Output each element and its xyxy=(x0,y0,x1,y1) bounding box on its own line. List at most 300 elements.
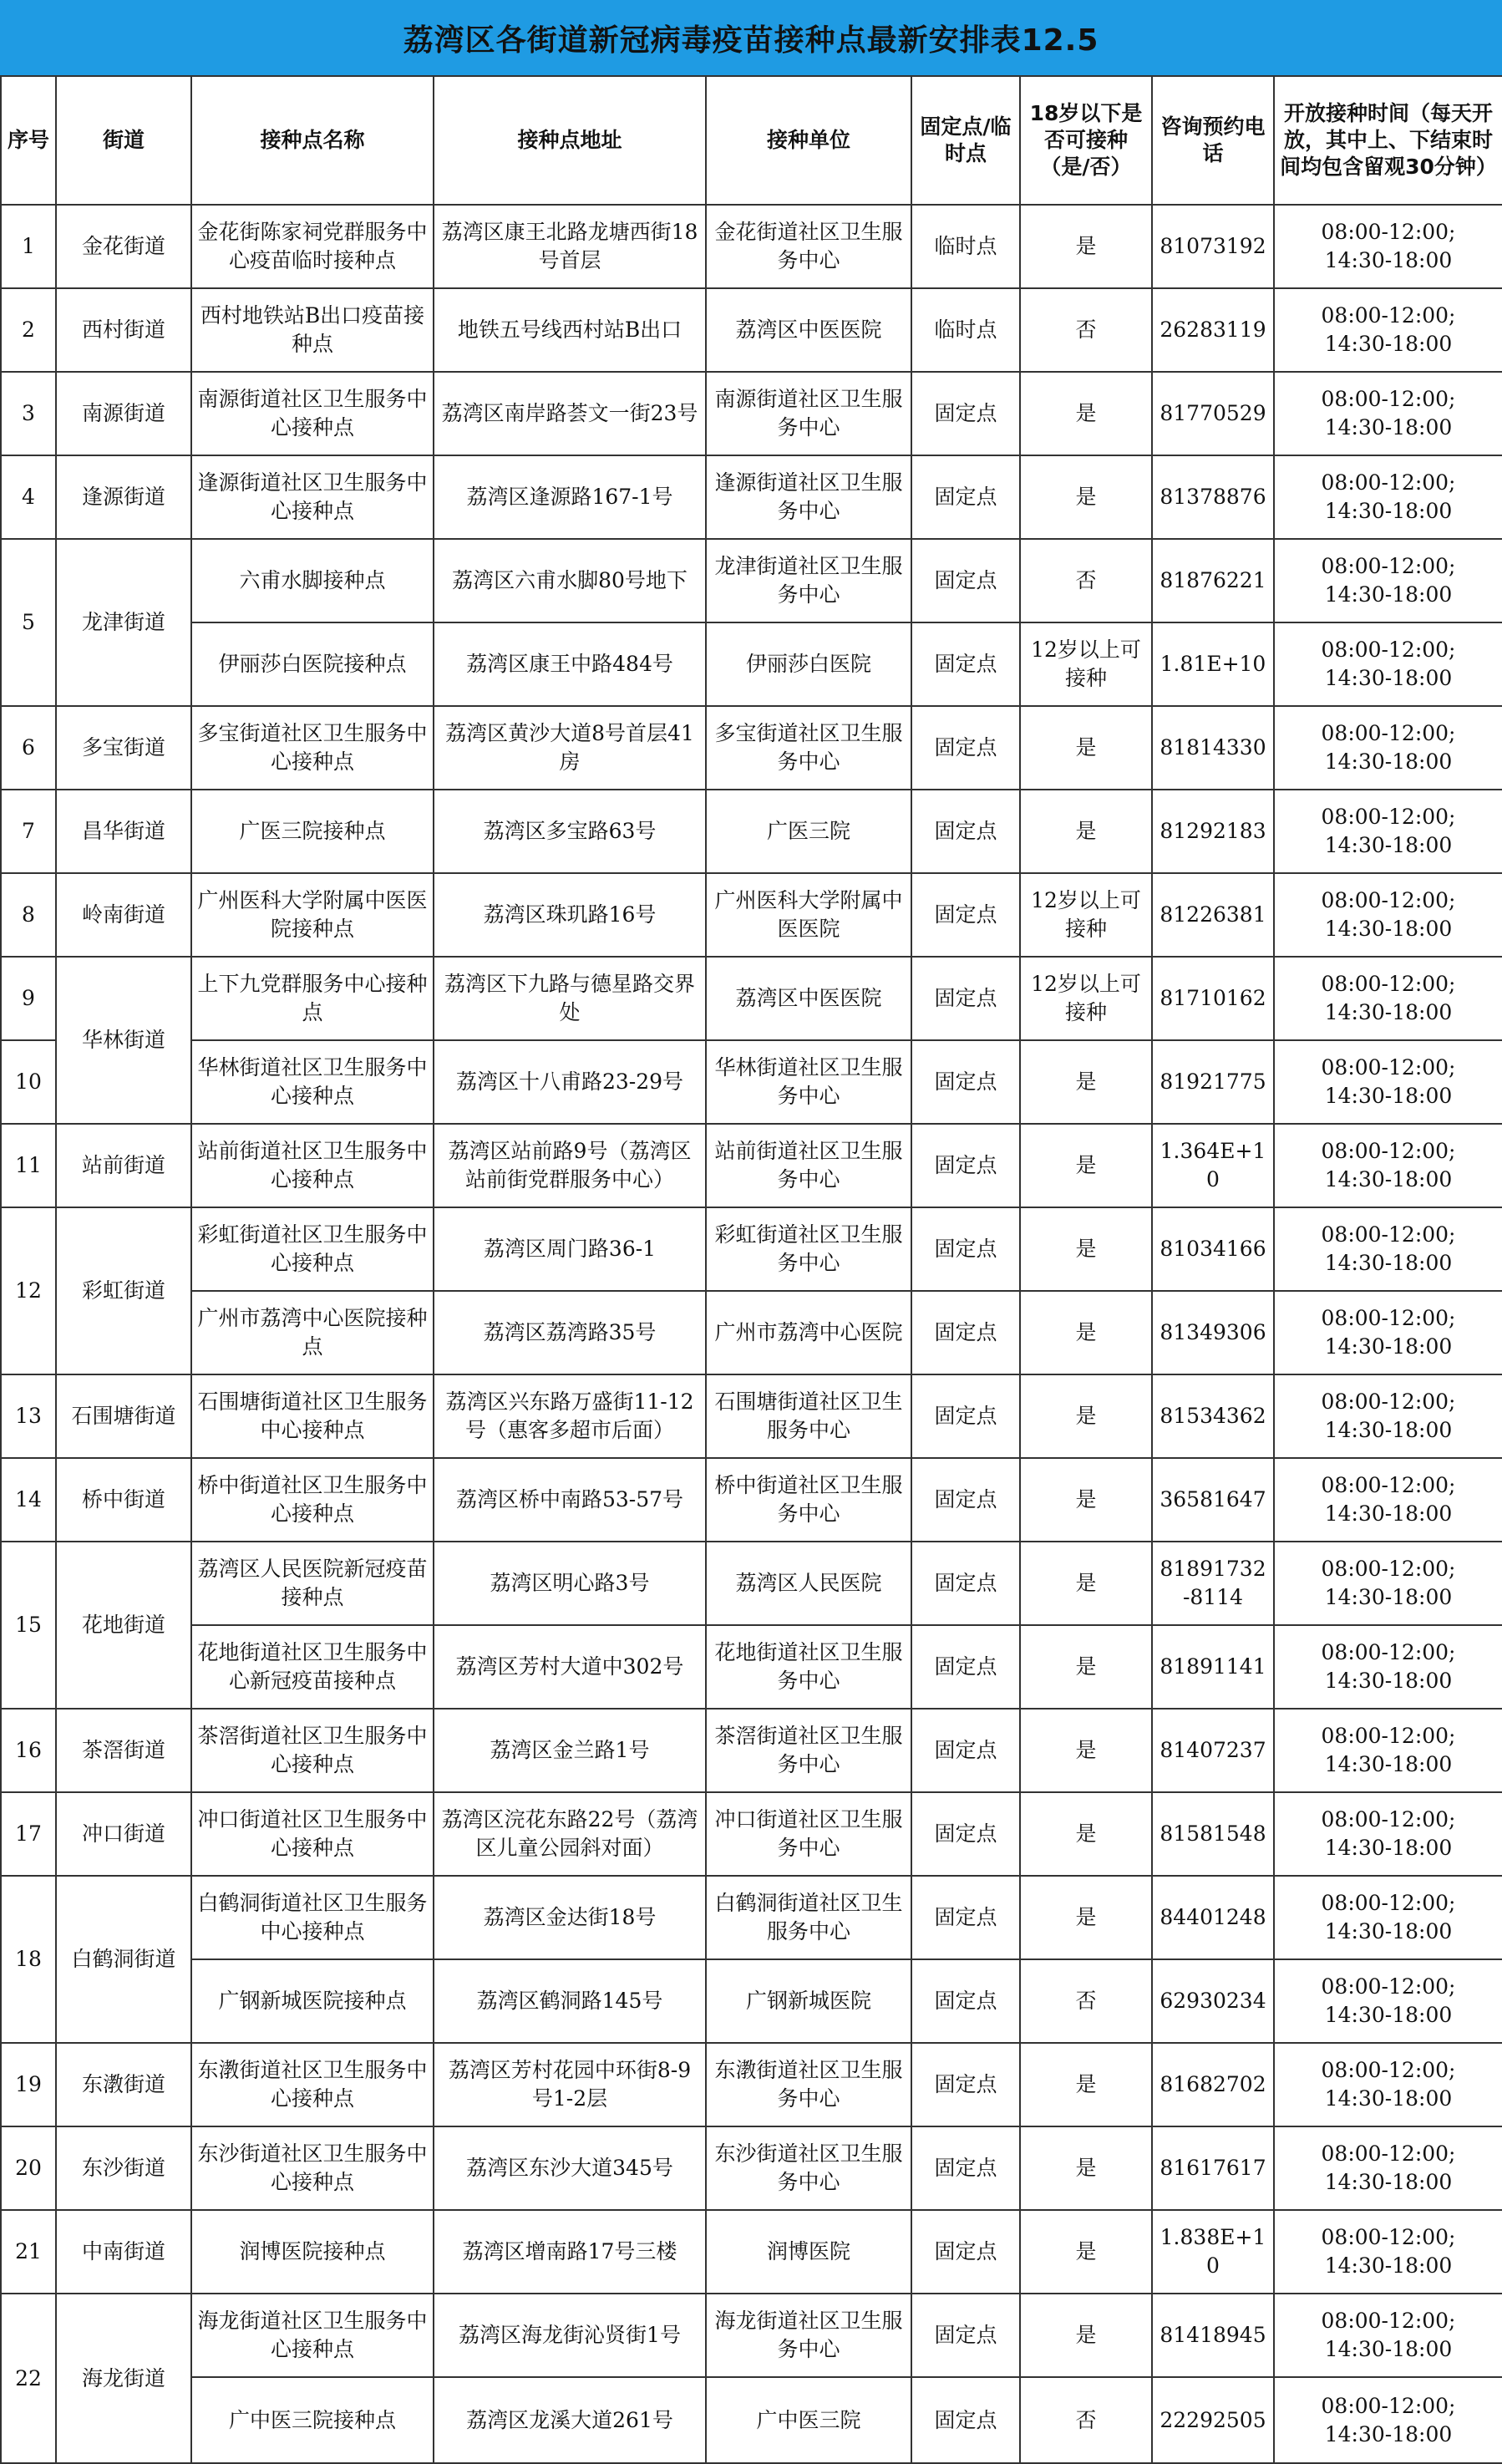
cell-hours xyxy=(1274,790,1502,873)
hours-morning: 08:00-12:00; xyxy=(1321,2225,1456,2249)
cell-phone: 81921775 xyxy=(1152,1040,1274,1124)
hours-afternoon: 14:30-18:00 xyxy=(1324,2086,1453,2111)
hours-afternoon: 14:30-18:00 xyxy=(1324,415,1453,439)
header-street: 街道 xyxy=(56,76,191,205)
header-site-address: 接种点地址 xyxy=(434,76,706,205)
cell-street: 海龙街道 xyxy=(56,2294,191,2463)
cell-under18: 是 xyxy=(1020,1458,1152,1542)
table-row xyxy=(1,2126,1502,2210)
cell-site-name: 逢源街道社区卫生服务中心接种点 xyxy=(191,455,434,539)
cell-no: 22 xyxy=(1,2294,56,2463)
cell-under18: 否 xyxy=(1020,2377,1152,2463)
cell-unit: 金花街道社区卫生服务中心 xyxy=(706,205,911,288)
cell-site-address: 荔湾区荔湾路35号 xyxy=(434,1291,706,1374)
table-row xyxy=(1,1792,1502,1876)
cell-unit: 龙津街道社区卫生服务中心 xyxy=(706,539,911,622)
table-row xyxy=(1,1709,1502,1792)
cell-no: 4 xyxy=(1,455,56,539)
cell-phone: 1.838E+10 xyxy=(1152,2210,1274,2294)
cell-site-address: 荔湾区康王北路龙塘西街18号首层 xyxy=(434,205,706,288)
table-row xyxy=(1,706,1502,790)
cell-no: 10 xyxy=(1,1040,56,1124)
cell-unit: 多宝街道社区卫生服务中心 xyxy=(706,706,911,790)
cell-street: 多宝街道 xyxy=(56,706,191,790)
cell-site-name: 广钢新城医院接种点 xyxy=(191,1959,434,2043)
cell-site-address: 荔湾区站前路9号（荔湾区站前街党群服务中心） xyxy=(434,1124,706,1207)
cell-site-name: 广州医科大学附属中医医院接种点 xyxy=(191,873,434,957)
cell-site-address: 荔湾区东沙大道345号 xyxy=(434,2126,706,2210)
cell-unit: 彩虹街道社区卫生服务中心 xyxy=(706,1207,911,1291)
cell-site-address: 荔湾区金达街18号 xyxy=(434,1876,706,1959)
cell-site-address: 荔湾区海龙街沁贤街1号 xyxy=(434,2294,706,2377)
cell-under18: 12岁以上可接种 xyxy=(1020,622,1152,706)
cell-unit: 广医三院 xyxy=(706,790,911,873)
cell-type: 固定点 xyxy=(911,2210,1020,2294)
hours-morning: 08:00-12:00; xyxy=(1321,1807,1456,1831)
hours-afternoon: 14:30-18:00 xyxy=(1324,499,1453,523)
cell-unit: 海龙街道社区卫生服务中心 xyxy=(706,2294,911,2377)
cell-site-address: 荔湾区兴东路万盛街11-12号（惠客多超市后面） xyxy=(434,1374,706,1458)
cell-site-name: 彩虹街道社区卫生服务中心接种点 xyxy=(191,1207,434,1291)
cell-hours xyxy=(1274,1709,1502,1792)
cell-site-address: 荔湾区鹤洞路145号 xyxy=(434,1959,706,2043)
cell-phone: 81891141 xyxy=(1152,1625,1274,1709)
cell-hours xyxy=(1274,2043,1502,2126)
cell-unit: 茶滘街道社区卫生服务中心 xyxy=(706,1709,911,1792)
cell-street: 金花街道 xyxy=(56,205,191,288)
cell-street: 西村街道 xyxy=(56,288,191,372)
table-row xyxy=(1,288,1502,372)
table-row xyxy=(1,1207,1502,1291)
cell-phone: 81073192 xyxy=(1152,205,1274,288)
cell-under18: 否 xyxy=(1020,1959,1152,2043)
cell-site-address: 荔湾区芳村花园中环街8-9号1-2层 xyxy=(434,2043,706,2126)
cell-unit: 润博医院 xyxy=(706,2210,911,2294)
table-row xyxy=(1,2294,1502,2377)
cell-type: 固定点 xyxy=(911,1040,1020,1124)
table-row xyxy=(1,1876,1502,1959)
cell-type: 固定点 xyxy=(911,1792,1020,1876)
hours-morning: 08:00-12:00; xyxy=(1321,1389,1456,1414)
cell-site-name: 冲口街道社区卫生服务中心接种点 xyxy=(191,1792,434,1876)
cell-under18: 是 xyxy=(1020,205,1152,288)
cell-type: 固定点 xyxy=(911,455,1020,539)
cell-unit: 站前街道社区卫生服务中心 xyxy=(706,1124,911,1207)
hours-afternoon: 14:30-18:00 xyxy=(1324,1251,1453,1275)
cell-hours xyxy=(1274,1124,1502,1207)
cell-street: 东漖街道 xyxy=(56,2043,191,2126)
cell-under18: 是 xyxy=(1020,2294,1152,2377)
cell-under18: 是 xyxy=(1020,1207,1152,1291)
hours-afternoon: 14:30-18:00 xyxy=(1324,1501,1453,1526)
cell-site-address: 荔湾区桥中南路53-57号 xyxy=(434,1458,706,1542)
cell-no: 19 xyxy=(1,2043,56,2126)
cell-no: 14 xyxy=(1,1458,56,1542)
cell-site-name: 广中医三院接种点 xyxy=(191,2377,434,2463)
cell-under18: 是 xyxy=(1020,706,1152,790)
table-row xyxy=(1,2210,1502,2294)
cell-type: 临时点 xyxy=(911,288,1020,372)
hours-afternoon: 14:30-18:00 xyxy=(1324,1000,1453,1024)
hours-afternoon: 14:30-18:00 xyxy=(1324,2170,1453,2194)
hours-afternoon: 14:30-18:00 xyxy=(1324,2003,1453,2027)
cell-street: 逢源街道 xyxy=(56,455,191,539)
cell-type: 临时点 xyxy=(911,205,1020,288)
hours-afternoon: 14:30-18:00 xyxy=(1324,1669,1453,1693)
cell-type: 固定点 xyxy=(911,2043,1020,2126)
table-row xyxy=(1,2043,1502,2126)
cell-no: 9 xyxy=(1,957,56,1040)
cell-phone: 81617617 xyxy=(1152,2126,1274,2210)
cell-under18: 是 xyxy=(1020,1625,1152,1709)
page-title: 荔湾区各街道新冠病毒疫苗接种点最新安排表12.5 xyxy=(0,0,1502,77)
cell-site-name: 南源街道社区卫生服务中心接种点 xyxy=(191,372,434,455)
table-row xyxy=(1,1291,1502,1374)
cell-unit: 广钢新城医院 xyxy=(706,1959,911,2043)
cell-hours xyxy=(1274,1458,1502,1542)
cell-street: 中南街道 xyxy=(56,2210,191,2294)
cell-unit: 荔湾区人民医院 xyxy=(706,1542,911,1625)
cell-street: 茶滘街道 xyxy=(56,1709,191,1792)
cell-no: 15 xyxy=(1,1542,56,1709)
cell-unit: 广中医三院 xyxy=(706,2377,911,2463)
cell-type: 固定点 xyxy=(911,539,1020,622)
cell-street: 桥中街道 xyxy=(56,1458,191,1542)
hours-morning: 08:00-12:00; xyxy=(1321,805,1456,829)
cell-hours xyxy=(1274,1291,1502,1374)
table-row xyxy=(1,205,1502,288)
vaccination-table xyxy=(0,75,1502,2464)
cell-phone: 81770529 xyxy=(1152,372,1274,455)
hours-afternoon: 14:30-18:00 xyxy=(1324,582,1453,607)
table-row xyxy=(1,539,1502,622)
cell-site-name: 润博医院接种点 xyxy=(191,2210,434,2294)
cell-hours xyxy=(1274,539,1502,622)
cell-hours xyxy=(1274,1040,1502,1124)
header-unit: 接种单位 xyxy=(706,76,911,205)
cell-under18: 是 xyxy=(1020,1040,1152,1124)
cell-type: 固定点 xyxy=(911,1542,1020,1625)
cell-hours xyxy=(1274,2294,1502,2377)
table-row xyxy=(1,622,1502,706)
cell-site-name: 海龙街道社区卫生服务中心接种点 xyxy=(191,2294,434,2377)
cell-under18: 12岁以上可接种 xyxy=(1020,873,1152,957)
hours-afternoon: 14:30-18:00 xyxy=(1324,666,1453,690)
cell-phone: 81682702 xyxy=(1152,2043,1274,2126)
cell-under18: 是 xyxy=(1020,1792,1152,1876)
hours-morning: 08:00-12:00; xyxy=(1321,1139,1456,1163)
cell-under18: 否 xyxy=(1020,288,1152,372)
hours-morning: 08:00-12:00; xyxy=(1321,638,1456,662)
cell-type: 固定点 xyxy=(911,2126,1020,2210)
hours-morning: 08:00-12:00; xyxy=(1321,972,1456,996)
header-phone: 咨询预约电话 xyxy=(1152,76,1274,205)
hours-afternoon: 14:30-18:00 xyxy=(1324,2337,1453,2361)
hours-afternoon: 14:30-18:00 xyxy=(1324,1084,1453,1108)
hours-afternoon: 14:30-18:00 xyxy=(1324,1836,1453,1860)
cell-phone: 84401248 xyxy=(1152,1876,1274,1959)
cell-type: 固定点 xyxy=(911,1876,1020,1959)
cell-site-name: 华林街道社区卫生服务中心接种点 xyxy=(191,1040,434,1124)
table-row xyxy=(1,1959,1502,2043)
cell-under18: 是 xyxy=(1020,1542,1152,1625)
cell-type: 固定点 xyxy=(911,873,1020,957)
cell-hours xyxy=(1274,1374,1502,1458)
table-row xyxy=(1,1124,1502,1207)
cell-no: 13 xyxy=(1,1374,56,1458)
cell-street: 花地街道 xyxy=(56,1542,191,1709)
cell-site-name: 广州市荔湾中心医院接种点 xyxy=(191,1291,434,1374)
hours-morning: 08:00-12:00; xyxy=(1321,1974,1456,1999)
cell-phone: 81292183 xyxy=(1152,790,1274,873)
cell-street: 冲口街道 xyxy=(56,1792,191,1876)
cell-site-address: 荔湾区芳村大道中302号 xyxy=(434,1625,706,1709)
hours-morning: 08:00-12:00; xyxy=(1321,554,1456,578)
cell-unit: 广州市荔湾中心医院 xyxy=(706,1291,911,1374)
cell-street: 龙津街道 xyxy=(56,539,191,706)
cell-phone: 81534362 xyxy=(1152,1374,1274,1458)
hours-morning: 08:00-12:00; xyxy=(1321,2058,1456,2082)
cell-no: 18 xyxy=(1,1876,56,2043)
cell-no: 6 xyxy=(1,706,56,790)
cell-hours xyxy=(1274,2126,1502,2210)
cell-hours xyxy=(1274,957,1502,1040)
cell-site-name: 站前街道社区卫生服务中心接种点 xyxy=(191,1124,434,1207)
table-row xyxy=(1,455,1502,539)
hours-afternoon: 14:30-18:00 xyxy=(1324,1585,1453,1609)
cell-site-address: 地铁五号线西村站B出口 xyxy=(434,288,706,372)
cell-unit: 荔湾区中医医院 xyxy=(706,288,911,372)
cell-under18: 是 xyxy=(1020,2126,1152,2210)
cell-under18: 是 xyxy=(1020,1374,1152,1458)
table-row xyxy=(1,957,1502,1040)
cell-site-name: 东漖街道社区卫生服务中心接种点 xyxy=(191,2043,434,2126)
cell-type: 固定点 xyxy=(911,622,1020,706)
hours-morning: 08:00-12:00; xyxy=(1321,220,1456,244)
hours-morning: 08:00-12:00; xyxy=(1321,1306,1456,1330)
cell-street: 岭南街道 xyxy=(56,873,191,957)
cell-phone: 36581647 xyxy=(1152,1458,1274,1542)
cell-no: 12 xyxy=(1,1207,56,1374)
cell-unit: 冲口街道社区卫生服务中心 xyxy=(706,1792,911,1876)
cell-under18: 否 xyxy=(1020,539,1152,622)
cell-hours xyxy=(1274,455,1502,539)
cell-under18: 是 xyxy=(1020,1291,1152,1374)
hours-morning: 08:00-12:00; xyxy=(1321,2141,1456,2166)
cell-phone: 81349306 xyxy=(1152,1291,1274,1374)
cell-type: 固定点 xyxy=(911,1291,1020,1374)
hours-morning: 08:00-12:00; xyxy=(1321,1222,1456,1247)
table-row xyxy=(1,790,1502,873)
cell-phone: 81814330 xyxy=(1152,706,1274,790)
cell-unit: 伊丽莎白医院 xyxy=(706,622,911,706)
hours-morning: 08:00-12:00; xyxy=(1321,470,1456,495)
cell-site-name: 广医三院接种点 xyxy=(191,790,434,873)
hours-afternoon: 14:30-18:00 xyxy=(1324,1919,1453,1943)
hours-afternoon: 14:30-18:00 xyxy=(1324,332,1453,356)
cell-site-address: 荔湾区逢源路167-1号 xyxy=(434,455,706,539)
cell-unit: 荔湾区中医医院 xyxy=(706,957,911,1040)
header-type: 固定点/临时点 xyxy=(911,76,1020,205)
cell-under18: 是 xyxy=(1020,372,1152,455)
cell-site-address: 荔湾区黄沙大道8号首层41房 xyxy=(434,706,706,790)
cell-hours xyxy=(1274,2377,1502,2463)
table-row xyxy=(1,1374,1502,1458)
hours-morning: 08:00-12:00; xyxy=(1321,1055,1456,1080)
hours-afternoon: 14:30-18:00 xyxy=(1324,749,1453,774)
table-row xyxy=(1,1458,1502,1542)
cell-unit: 东漖街道社区卫生服务中心 xyxy=(706,2043,911,2126)
cell-street: 站前街道 xyxy=(56,1124,191,1207)
cell-under18: 是 xyxy=(1020,455,1152,539)
hours-afternoon: 14:30-18:00 xyxy=(1324,1334,1453,1359)
cell-no: 1 xyxy=(1,205,56,288)
cell-unit: 华林街道社区卫生服务中心 xyxy=(706,1040,911,1124)
cell-type: 固定点 xyxy=(911,1374,1020,1458)
cell-phone: 26283119 xyxy=(1152,288,1274,372)
cell-street: 南源街道 xyxy=(56,372,191,455)
cell-hours xyxy=(1274,1207,1502,1291)
cell-type: 固定点 xyxy=(911,2294,1020,2377)
cell-site-address: 荔湾区增南路17号三楼 xyxy=(434,2210,706,2294)
cell-unit: 白鹤洞街道社区卫生服务中心 xyxy=(706,1876,911,1959)
cell-hours xyxy=(1274,1959,1502,2043)
cell-under18: 是 xyxy=(1020,790,1152,873)
hours-morning: 08:00-12:00; xyxy=(1321,1724,1456,1748)
cell-phone: 81034166 xyxy=(1152,1207,1274,1291)
hours-afternoon: 14:30-18:00 xyxy=(1324,833,1453,857)
cell-site-address: 荔湾区下九路与德星路交界处 xyxy=(434,957,706,1040)
hours-morning: 08:00-12:00; xyxy=(1321,2309,1456,2333)
table-row xyxy=(1,2377,1502,2463)
cell-phone: 81407237 xyxy=(1152,1709,1274,1792)
cell-hours xyxy=(1274,873,1502,957)
cell-no: 8 xyxy=(1,873,56,957)
cell-site-name: 六甫水脚接种点 xyxy=(191,539,434,622)
cell-unit: 逢源街道社区卫生服务中心 xyxy=(706,455,911,539)
table-row xyxy=(1,873,1502,957)
cell-site-name: 多宝街道社区卫生服务中心接种点 xyxy=(191,706,434,790)
cell-phone: 81226381 xyxy=(1152,873,1274,957)
cell-unit: 广州医科大学附属中医医院 xyxy=(706,873,911,957)
cell-site-name: 东沙街道社区卫生服务中心接种点 xyxy=(191,2126,434,2210)
hours-morning: 08:00-12:00; xyxy=(1321,888,1456,912)
cell-unit: 东沙街道社区卫生服务中心 xyxy=(706,2126,911,2210)
header-no: 序号 xyxy=(1,76,56,205)
hours-afternoon: 14:30-18:00 xyxy=(1324,2421,1453,2446)
cell-no: 17 xyxy=(1,1792,56,1876)
cell-under18: 是 xyxy=(1020,2043,1152,2126)
cell-site-address: 荔湾区周门路36-1 xyxy=(434,1207,706,1291)
cell-type: 固定点 xyxy=(911,1959,1020,2043)
cell-no: 11 xyxy=(1,1124,56,1207)
cell-street: 白鹤洞街道 xyxy=(56,1876,191,2043)
cell-no: 16 xyxy=(1,1709,56,1792)
cell-site-address: 荔湾区明心路3号 xyxy=(434,1542,706,1625)
table-body xyxy=(1,205,1502,2463)
hours-morning: 08:00-12:00; xyxy=(1321,2393,1456,2418)
cell-site-address: 荔湾区南岸路荟文一街23号 xyxy=(434,372,706,455)
cell-no: 21 xyxy=(1,2210,56,2294)
header-row xyxy=(1,76,1502,205)
hours-morning: 08:00-12:00; xyxy=(1321,1891,1456,1915)
hours-afternoon: 14:30-18:00 xyxy=(1324,2253,1453,2278)
cell-hours xyxy=(1274,372,1502,455)
hours-morning: 08:00-12:00; xyxy=(1321,721,1456,745)
cell-hours xyxy=(1274,1792,1502,1876)
hours-afternoon: 14:30-18:00 xyxy=(1324,1752,1453,1776)
cell-type: 固定点 xyxy=(911,2377,1020,2463)
cell-type: 固定点 xyxy=(911,706,1020,790)
cell-type: 固定点 xyxy=(911,1709,1020,1792)
cell-no: 7 xyxy=(1,790,56,873)
cell-site-address: 荔湾区六甫水脚80号地下 xyxy=(434,539,706,622)
cell-under18: 是 xyxy=(1020,2210,1152,2294)
cell-site-name: 荔湾区人民医院新冠疫苗接种点 xyxy=(191,1542,434,1625)
cell-under18: 是 xyxy=(1020,1709,1152,1792)
cell-hours xyxy=(1274,1876,1502,1959)
cell-hours xyxy=(1274,706,1502,790)
cell-under18: 是 xyxy=(1020,1876,1152,1959)
hours-morning: 08:00-12:00; xyxy=(1321,303,1456,328)
cell-site-name: 上下九党群服务中心接种点 xyxy=(191,957,434,1040)
cell-hours xyxy=(1274,622,1502,706)
cell-site-address: 荔湾区金兰路1号 xyxy=(434,1709,706,1792)
cell-site-address: 荔湾区十八甫路23-29号 xyxy=(434,1040,706,1124)
cell-unit: 南源街道社区卫生服务中心 xyxy=(706,372,911,455)
cell-phone: 81710162 xyxy=(1152,957,1274,1040)
cell-no: 5 xyxy=(1,539,56,706)
header-hours: 开放接种时间（每天开放，其中上、下结束时间均包含留观30分钟） xyxy=(1274,76,1502,205)
cell-hours xyxy=(1274,205,1502,288)
cell-type: 固定点 xyxy=(911,1124,1020,1207)
cell-street: 石围塘街道 xyxy=(56,1374,191,1458)
cell-phone: 22292505 xyxy=(1152,2377,1274,2463)
cell-unit: 石围塘街道社区卫生服务中心 xyxy=(706,1374,911,1458)
cell-under18: 12岁以上可接种 xyxy=(1020,957,1152,1040)
cell-site-name: 花地街道社区卫生服务中心新冠疫苗接种点 xyxy=(191,1625,434,1709)
cell-street: 彩虹街道 xyxy=(56,1207,191,1374)
hours-morning: 08:00-12:00; xyxy=(1321,387,1456,411)
cell-phone: 1.81E+10 xyxy=(1152,622,1274,706)
cell-site-address: 荔湾区多宝路63号 xyxy=(434,790,706,873)
cell-site-name: 金花街陈家祠党群服务中心疫苗临时接种点 xyxy=(191,205,434,288)
cell-site-name: 石围塘街道社区卫生服务中心接种点 xyxy=(191,1374,434,1458)
hours-morning: 08:00-12:00; xyxy=(1321,1473,1456,1497)
table-row xyxy=(1,372,1502,455)
cell-site-name: 茶滘街道社区卫生服务中心接种点 xyxy=(191,1709,434,1792)
cell-under18: 是 xyxy=(1020,1124,1152,1207)
cell-site-address: 荔湾区浣花东路22号（荔湾区儿童公园斜对面） xyxy=(434,1792,706,1876)
cell-type: 固定点 xyxy=(911,1207,1020,1291)
cell-street: 华林街道 xyxy=(56,957,191,1124)
cell-site-name: 伊丽莎白医院接种点 xyxy=(191,622,434,706)
hours-afternoon: 14:30-18:00 xyxy=(1324,248,1453,272)
hours-afternoon: 14:30-18:00 xyxy=(1324,1167,1453,1191)
cell-site-name: 白鹤洞街道社区卫生服务中心接种点 xyxy=(191,1876,434,1959)
cell-type: 固定点 xyxy=(911,1458,1020,1542)
header-site-name: 接种点名称 xyxy=(191,76,434,205)
cell-phone: 1.364E+10 xyxy=(1152,1124,1274,1207)
cell-type: 固定点 xyxy=(911,790,1020,873)
table-row xyxy=(1,1625,1502,1709)
cell-type: 固定点 xyxy=(911,1625,1020,1709)
cell-phone: 62930234 xyxy=(1152,1959,1274,2043)
hours-afternoon: 14:30-18:00 xyxy=(1324,917,1453,941)
cell-street: 昌华街道 xyxy=(56,790,191,873)
cell-site-name: 西村地铁站B出口疫苗接种点 xyxy=(191,288,434,372)
cell-phone: 81378876 xyxy=(1152,455,1274,539)
